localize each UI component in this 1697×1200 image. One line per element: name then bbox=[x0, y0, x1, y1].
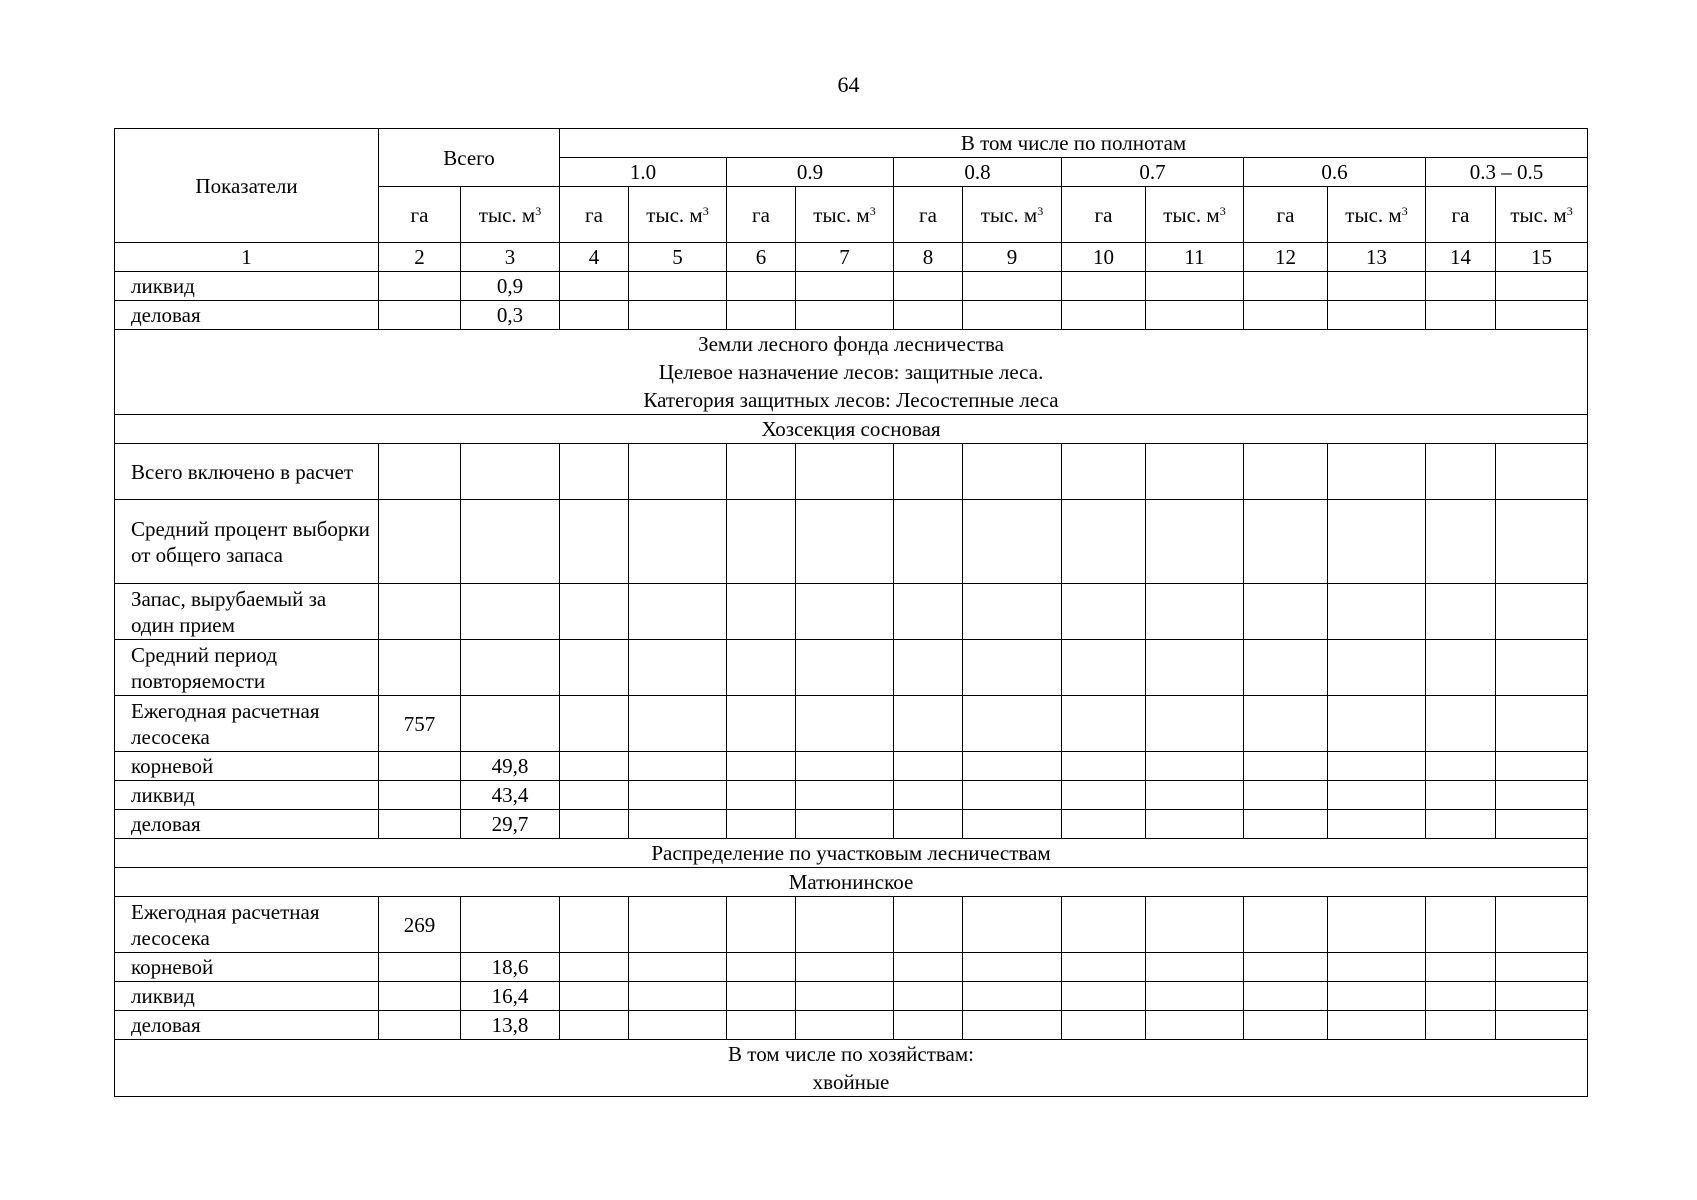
section-heading bbox=[115, 415, 1588, 444]
table-row bbox=[115, 810, 1588, 839]
table-cell bbox=[1496, 897, 1588, 953]
table-cell bbox=[796, 810, 894, 839]
table-cell bbox=[963, 500, 1062, 584]
table-cell bbox=[1328, 982, 1426, 1011]
table-cell bbox=[1146, 272, 1244, 301]
table-row bbox=[115, 272, 1588, 301]
section-row bbox=[115, 415, 1588, 444]
table-cell bbox=[894, 444, 963, 500]
table-cell bbox=[894, 272, 963, 301]
unit-exponent: 3 bbox=[1037, 203, 1044, 218]
table-cell bbox=[894, 781, 963, 810]
table-cell bbox=[963, 982, 1062, 1011]
table-cell bbox=[1146, 781, 1244, 810]
table-row bbox=[115, 301, 1588, 330]
table-cell bbox=[629, 444, 727, 500]
table-cell bbox=[796, 640, 894, 696]
total-volume-cell bbox=[461, 500, 560, 584]
table-cell bbox=[963, 584, 1062, 640]
table-cell bbox=[1062, 953, 1146, 982]
table-cell bbox=[1426, 584, 1496, 640]
table-cell bbox=[1328, 781, 1426, 810]
table-cell bbox=[796, 897, 894, 953]
unit-exponent: 3 bbox=[1401, 203, 1408, 218]
table-cell bbox=[1244, 781, 1328, 810]
table-cell bbox=[1496, 301, 1588, 330]
section-line: В том числе по хозяйствам: bbox=[728, 1042, 974, 1066]
total-ha-cell bbox=[379, 953, 461, 982]
section-line: Целевое назначение лесов: защитные леса. bbox=[658, 360, 1044, 384]
table-cell bbox=[1146, 444, 1244, 500]
section-row bbox=[115, 330, 1588, 415]
table-cell bbox=[727, 810, 796, 839]
table-cell bbox=[1244, 500, 1328, 584]
table-cell bbox=[560, 500, 629, 584]
table-cell bbox=[1244, 810, 1328, 839]
total-volume-cell: 29,7 bbox=[461, 810, 560, 839]
table-cell bbox=[1426, 696, 1496, 752]
table-cell bbox=[1496, 640, 1588, 696]
row-label: Ежегодная расчетная лесосека bbox=[115, 897, 379, 953]
table-cell bbox=[1244, 301, 1328, 330]
table-cell bbox=[727, 1011, 796, 1040]
row-label: ликвид bbox=[115, 272, 379, 301]
table-cell bbox=[1328, 810, 1426, 839]
table-cell bbox=[1426, 982, 1496, 1011]
table-cell bbox=[894, 500, 963, 584]
table-cell bbox=[796, 500, 894, 584]
table-cell bbox=[629, 696, 727, 752]
total-volume-cell: 13,8 bbox=[461, 1011, 560, 1040]
density-header: 0.3 – 0.5 bbox=[1426, 158, 1588, 187]
total-ha-cell bbox=[379, 272, 461, 301]
table-cell bbox=[1426, 1011, 1496, 1040]
table-cell bbox=[1328, 696, 1426, 752]
table-cell bbox=[1328, 444, 1426, 500]
table-cell bbox=[1244, 696, 1328, 752]
column-number: 15 bbox=[1496, 243, 1588, 272]
unit-label: тыс. м bbox=[478, 202, 536, 227]
table-cell bbox=[1244, 752, 1328, 781]
table-cell bbox=[629, 301, 727, 330]
table-cell bbox=[1146, 1011, 1244, 1040]
table-cell bbox=[629, 272, 727, 301]
section-line: Категория защитных лесов: Лесостепные леса bbox=[643, 388, 1059, 412]
table-cell bbox=[1426, 953, 1496, 982]
table-cell bbox=[1426, 500, 1496, 584]
density-header: 0.6 bbox=[1244, 158, 1426, 187]
table-cell bbox=[1146, 982, 1244, 1011]
table-cell bbox=[560, 982, 629, 1011]
table-cell bbox=[560, 272, 629, 301]
section-heading bbox=[115, 1040, 1588, 1097]
row-label: корневой bbox=[115, 953, 379, 982]
table-cell bbox=[796, 781, 894, 810]
table-cell bbox=[796, 301, 894, 330]
table-cell bbox=[727, 982, 796, 1011]
table-cell bbox=[1496, 696, 1588, 752]
total-ha-cell bbox=[379, 584, 461, 640]
total-volume-cell: 0,9 bbox=[461, 272, 560, 301]
section-row bbox=[115, 1040, 1588, 1097]
row-label: Средний процент выборки от общего запаса bbox=[115, 500, 379, 584]
table-cell bbox=[727, 301, 796, 330]
unit-ha: га bbox=[1244, 187, 1328, 243]
table-cell bbox=[1146, 696, 1244, 752]
table-cell bbox=[1146, 500, 1244, 584]
table-row bbox=[115, 444, 1588, 500]
table-cell bbox=[796, 752, 894, 781]
table-cell bbox=[560, 781, 629, 810]
section-line: Хозсекция сосновая bbox=[761, 417, 941, 441]
table-cell bbox=[727, 897, 796, 953]
unit-exponent: 3 bbox=[535, 203, 542, 218]
table-cell bbox=[1426, 640, 1496, 696]
table-cell bbox=[629, 897, 727, 953]
table-row bbox=[115, 953, 1588, 982]
table-cell bbox=[1062, 982, 1146, 1011]
total-volume-cell: 43,4 bbox=[461, 781, 560, 810]
table-cell bbox=[1328, 1011, 1426, 1040]
row-label: деловая bbox=[115, 810, 379, 839]
table-cell bbox=[629, 810, 727, 839]
total-ha-cell bbox=[379, 1011, 461, 1040]
table-cell bbox=[1062, 444, 1146, 500]
allowable-cut-table bbox=[114, 128, 1588, 1097]
row-label: Всего включено в расчет bbox=[115, 444, 379, 500]
table-cell bbox=[629, 953, 727, 982]
total-ha-cell: 757 bbox=[379, 696, 461, 752]
table-cell bbox=[727, 696, 796, 752]
table-cell bbox=[560, 584, 629, 640]
table-cell bbox=[1328, 584, 1426, 640]
table-cell bbox=[629, 1011, 727, 1040]
table-cell bbox=[560, 752, 629, 781]
column-number: 11 bbox=[1146, 243, 1244, 272]
table-cell bbox=[894, 953, 963, 982]
section-line: хвойные bbox=[812, 1070, 890, 1094]
table-cell bbox=[1496, 781, 1588, 810]
table-row bbox=[115, 640, 1588, 696]
unit-ha: га bbox=[1062, 187, 1146, 243]
table-cell bbox=[1496, 810, 1588, 839]
unit-exponent: 3 bbox=[1566, 203, 1573, 218]
column-number: 2 bbox=[379, 243, 461, 272]
table-cell bbox=[560, 301, 629, 330]
total-ha-cell bbox=[379, 301, 461, 330]
table-cell bbox=[1496, 953, 1588, 982]
table-cell bbox=[894, 752, 963, 781]
table-cell bbox=[1496, 752, 1588, 781]
table-cell bbox=[1146, 301, 1244, 330]
table-cell bbox=[1426, 272, 1496, 301]
unit-thousand-m3 bbox=[461, 187, 560, 243]
table-cell bbox=[963, 953, 1062, 982]
table-cell bbox=[727, 500, 796, 584]
unit-thousand-m3 bbox=[1328, 187, 1426, 243]
table-row bbox=[115, 781, 1588, 810]
table-cell bbox=[1496, 1011, 1588, 1040]
unit-thousand-m3 bbox=[629, 187, 727, 243]
table-cell bbox=[560, 444, 629, 500]
table-cell bbox=[1244, 953, 1328, 982]
table-cell bbox=[1244, 444, 1328, 500]
density-header: 0.7 bbox=[1062, 158, 1244, 187]
total-ha-cell bbox=[379, 982, 461, 1011]
table-row bbox=[115, 1011, 1588, 1040]
total-ha-cell bbox=[379, 640, 461, 696]
table-cell bbox=[963, 444, 1062, 500]
section-line: Матюнинское bbox=[788, 870, 914, 894]
total-volume-cell: 16,4 bbox=[461, 982, 560, 1011]
table-cell bbox=[727, 752, 796, 781]
unit-label: тыс. м bbox=[813, 202, 870, 227]
section-line: Распределение по участковым лесничествам bbox=[651, 841, 1051, 865]
header-indicators: Показатели bbox=[115, 129, 379, 243]
unit-ha: га bbox=[379, 187, 461, 243]
total-volume-cell: 49,8 bbox=[461, 752, 560, 781]
table-cell bbox=[1062, 640, 1146, 696]
density-header: 1.0 bbox=[560, 158, 727, 187]
density-header: 0.8 bbox=[894, 158, 1062, 187]
unit-thousand-m3 bbox=[1146, 187, 1244, 243]
table-row bbox=[115, 752, 1588, 781]
unit-ha: га bbox=[1426, 187, 1496, 243]
table-cell bbox=[560, 640, 629, 696]
table-row bbox=[115, 897, 1588, 953]
section-heading bbox=[115, 868, 1588, 897]
table-cell bbox=[1426, 752, 1496, 781]
row-label: Запас, вырубаемый за один прием bbox=[115, 584, 379, 640]
unit-ha: га bbox=[560, 187, 629, 243]
table-cell bbox=[1062, 301, 1146, 330]
table-cell bbox=[1146, 810, 1244, 839]
table-cell bbox=[560, 897, 629, 953]
table-cell bbox=[963, 781, 1062, 810]
unit-ha: га bbox=[894, 187, 963, 243]
section-heading bbox=[115, 839, 1588, 868]
row-label: Ежегодная расчетная лесосека bbox=[115, 696, 379, 752]
table-cell bbox=[1328, 897, 1426, 953]
table-cell bbox=[796, 696, 894, 752]
column-number: 12 bbox=[1244, 243, 1328, 272]
table-cell bbox=[963, 752, 1062, 781]
table-cell bbox=[796, 953, 894, 982]
table-cell bbox=[1244, 584, 1328, 640]
column-number: 8 bbox=[894, 243, 963, 272]
table-cell bbox=[727, 584, 796, 640]
table-cell bbox=[796, 444, 894, 500]
column-number: 14 bbox=[1426, 243, 1496, 272]
unit-thousand-m3 bbox=[796, 187, 894, 243]
unit-exponent: 3 bbox=[1219, 203, 1226, 218]
header-including: В том числе по полнотам bbox=[560, 129, 1588, 158]
table-cell bbox=[727, 272, 796, 301]
table-cell bbox=[894, 301, 963, 330]
table-cell bbox=[963, 301, 1062, 330]
unit-label: тыс. м bbox=[980, 202, 1038, 227]
table-cell bbox=[1426, 897, 1496, 953]
table-cell bbox=[1244, 1011, 1328, 1040]
section-row bbox=[115, 868, 1588, 897]
table-cell bbox=[629, 640, 727, 696]
table-row bbox=[115, 696, 1588, 752]
table-cell bbox=[1062, 584, 1146, 640]
table-cell bbox=[1062, 781, 1146, 810]
total-ha-cell bbox=[379, 781, 461, 810]
table-cell bbox=[1244, 982, 1328, 1011]
table-cell bbox=[1244, 272, 1328, 301]
unit-label: тыс. м bbox=[1345, 202, 1402, 227]
table-cell bbox=[727, 953, 796, 982]
table-cell bbox=[963, 897, 1062, 953]
total-ha-cell bbox=[379, 752, 461, 781]
table-cell bbox=[727, 640, 796, 696]
section-row bbox=[115, 839, 1588, 868]
table-cell bbox=[963, 696, 1062, 752]
row-label: деловая bbox=[115, 301, 379, 330]
page-number: 64 bbox=[837, 72, 860, 97]
table-cell bbox=[1496, 500, 1588, 584]
section-line: Земли лесного фонда лесничества bbox=[698, 332, 1004, 356]
table-cell bbox=[894, 897, 963, 953]
table-cell bbox=[1496, 584, 1588, 640]
table-cell bbox=[1496, 272, 1588, 301]
total-ha-cell bbox=[379, 500, 461, 584]
unit-label: тыс. м bbox=[646, 202, 703, 227]
table-cell bbox=[894, 982, 963, 1011]
unit-exponent: 3 bbox=[702, 203, 709, 218]
table-cell bbox=[1328, 500, 1426, 584]
table-cell bbox=[560, 953, 629, 982]
table-cell bbox=[1496, 982, 1588, 1011]
table-cell bbox=[629, 584, 727, 640]
total-volume-cell bbox=[461, 640, 560, 696]
table-cell bbox=[629, 982, 727, 1011]
total-volume-cell bbox=[461, 696, 560, 752]
column-number: 3 bbox=[461, 243, 560, 272]
column-number: 5 bbox=[629, 243, 727, 272]
table-cell bbox=[629, 781, 727, 810]
row-label: корневой bbox=[115, 752, 379, 781]
table-cell bbox=[796, 584, 894, 640]
table-cell bbox=[1328, 752, 1426, 781]
table-cell bbox=[894, 696, 963, 752]
unit-label: тыс. м bbox=[1510, 202, 1567, 227]
table-cell bbox=[1426, 781, 1496, 810]
total-ha-cell bbox=[379, 444, 461, 500]
table-cell bbox=[1426, 810, 1496, 839]
total-volume-cell: 0,3 bbox=[461, 301, 560, 330]
table-cell bbox=[629, 752, 727, 781]
column-number: 7 bbox=[796, 243, 894, 272]
table-cell bbox=[894, 640, 963, 696]
unit-thousand-m3 bbox=[1496, 187, 1588, 243]
table-cell bbox=[963, 1011, 1062, 1040]
table-row bbox=[115, 500, 1588, 584]
table-cell bbox=[1328, 272, 1426, 301]
table-cell bbox=[1062, 1011, 1146, 1040]
table-cell bbox=[1062, 897, 1146, 953]
table-cell bbox=[560, 810, 629, 839]
table-cell bbox=[560, 696, 629, 752]
table-cell bbox=[1496, 444, 1588, 500]
table-cell bbox=[796, 982, 894, 1011]
table-cell bbox=[1244, 897, 1328, 953]
table-cell bbox=[963, 810, 1062, 839]
total-volume-cell bbox=[461, 897, 560, 953]
table-cell bbox=[1062, 752, 1146, 781]
total-volume-cell bbox=[461, 584, 560, 640]
table-cell bbox=[963, 640, 1062, 696]
row-label: деловая bbox=[115, 1011, 379, 1040]
unit-ha: га bbox=[727, 187, 796, 243]
table-cell bbox=[1426, 444, 1496, 500]
total-volume-cell bbox=[461, 444, 560, 500]
column-number: 1 bbox=[115, 243, 379, 272]
table-cell bbox=[727, 781, 796, 810]
row-label: Средний период повторяемости bbox=[115, 640, 379, 696]
unit-exponent: 3 bbox=[869, 203, 876, 218]
table-cell bbox=[629, 500, 727, 584]
column-number: 9 bbox=[963, 243, 1062, 272]
table-cell bbox=[963, 272, 1062, 301]
section-heading bbox=[115, 330, 1588, 415]
column-number: 10 bbox=[1062, 243, 1146, 272]
table-cell bbox=[894, 584, 963, 640]
column-number: 4 bbox=[560, 243, 629, 272]
table-cell bbox=[1146, 584, 1244, 640]
table-cell bbox=[1062, 272, 1146, 301]
table-cell bbox=[1146, 752, 1244, 781]
row-label: ликвид bbox=[115, 982, 379, 1011]
table-cell bbox=[1426, 301, 1496, 330]
table-cell bbox=[1146, 897, 1244, 953]
table-cell bbox=[796, 272, 894, 301]
table-row bbox=[115, 584, 1588, 640]
total-ha-cell: 269 bbox=[379, 897, 461, 953]
table-cell bbox=[560, 1011, 629, 1040]
unit-label: тыс. м bbox=[1163, 202, 1220, 227]
table-cell bbox=[796, 1011, 894, 1040]
unit-thousand-m3 bbox=[963, 187, 1062, 243]
total-volume-cell: 18,6 bbox=[461, 953, 560, 982]
table-cell bbox=[894, 1011, 963, 1040]
table-row bbox=[115, 982, 1588, 1011]
row-label: ликвид bbox=[115, 781, 379, 810]
table-cell bbox=[1146, 640, 1244, 696]
column-number: 6 bbox=[727, 243, 796, 272]
table-cell bbox=[1328, 640, 1426, 696]
table-cell bbox=[1062, 810, 1146, 839]
table-cell bbox=[1062, 696, 1146, 752]
table-cell bbox=[894, 810, 963, 839]
table-cell bbox=[1244, 640, 1328, 696]
total-ha-cell bbox=[379, 810, 461, 839]
table-cell bbox=[727, 444, 796, 500]
column-number: 13 bbox=[1328, 243, 1426, 272]
table-cell bbox=[1062, 500, 1146, 584]
table-cell bbox=[1328, 953, 1426, 982]
table-cell bbox=[1328, 301, 1426, 330]
header-total: Всего bbox=[379, 129, 560, 187]
table-cell bbox=[1146, 953, 1244, 982]
density-header: 0.9 bbox=[727, 158, 894, 187]
